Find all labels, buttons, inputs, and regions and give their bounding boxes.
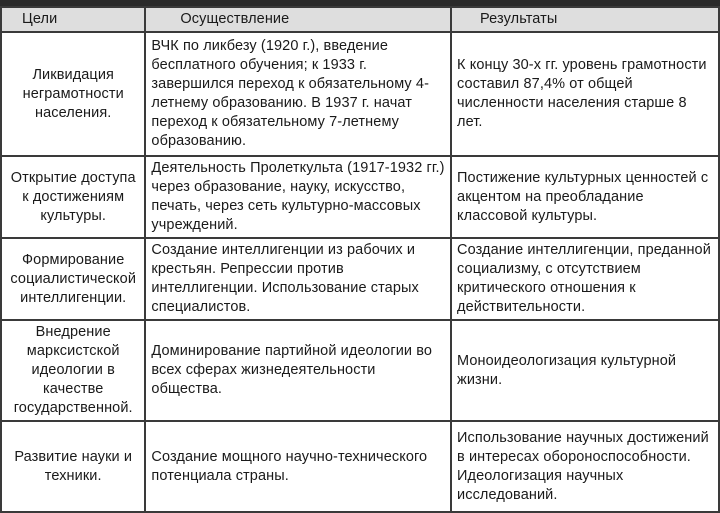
table-row (1, 421, 719, 512)
culture-policy-table (0, 6, 720, 513)
implementation-cell: Создание мощного научно-технического потенциала страны. (145, 421, 451, 512)
result-cell: Использование научных достижений в интересах обороноспособности. Идеологизация научных исследований. (451, 421, 719, 512)
implementation-cell: ВЧК по ликбезу (1920 г.), введение бесплатного обучения; к 1933 г. завершился переход к обязательному 4-летнему образованию. В 1937 г. начат переход к обязательному 7-летнему образованию. (145, 32, 451, 156)
implementation-cell: Создание интеллигенции из рабочих и крестьян. Репрессии против интеллигенции. Использование старых специалистов. (145, 238, 451, 320)
result-cell: К концу 30-х гг. уровень грамотности составил 87,4% от общей численности населения старше 8 лет. (451, 32, 719, 156)
goal-cell: Открытие доступа к достижениям культуры. (1, 156, 145, 238)
goal-cell: Ликвидация неграмотности населения. (1, 32, 145, 156)
header-results: Результаты (451, 7, 719, 32)
result-cell: Постижение культурных ценностей с акцентом на преобладание классовой культуры. (451, 156, 719, 238)
table-row (1, 156, 719, 238)
header-row (1, 7, 719, 32)
table-row (1, 320, 719, 421)
table-row (1, 32, 719, 156)
goal-cell: Формирование социалистической интеллигенции. (1, 238, 145, 320)
goal-cell: Развитие науки и техники. (1, 421, 145, 512)
result-cell: Моноидеологизация культурной жизни. (451, 320, 719, 421)
table-row (1, 238, 719, 320)
header-goals: Цели (1, 7, 145, 32)
implementation-cell: Доминирование партийной идеологии во всех сферах жизнедеятельности общества. (145, 320, 451, 421)
implementation-cell: Деятельность Пролеткульта (1917-1932 гг.) через образование, науку, искусство, печать, через сеть культурно-массовых учреждений. (145, 156, 451, 238)
header-implementation: Осуществление (145, 7, 451, 32)
goal-cell: Внедрение марксистской идеологии в качестве государственной. (1, 320, 145, 421)
result-cell: Создание интеллигенции, преданной социализму, с отсутствием критического отношения к действительности. (451, 238, 719, 320)
